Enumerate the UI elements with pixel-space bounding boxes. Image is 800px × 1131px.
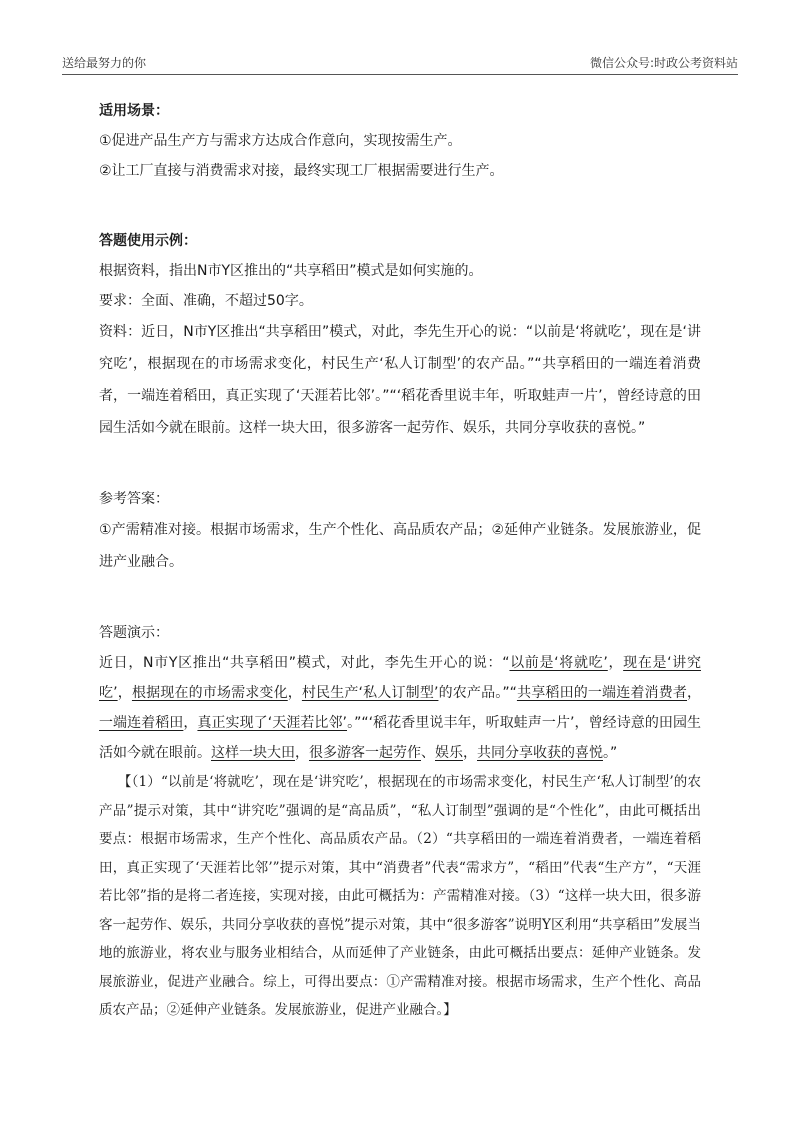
- demo-text-segment: ，: [117, 685, 132, 701]
- example-question: 根据资料，指出N市Y区推出的“共享稻田”模式是如何实施的。: [99, 263, 483, 279]
- demo-text-segment: 的农产品。”“: [438, 685, 517, 701]
- scene-item-2: ②让工厂直接与消费需求对接，最终实现工厂根据需要进行生产。: [99, 163, 504, 179]
- underlined-phrase: 以前是‘将就吃’: [509, 655, 608, 671]
- scene-heading: 适用场景：: [99, 103, 169, 119]
- document-body: [99, 96, 701, 1025]
- demo-text-segment: 、: [421, 745, 435, 761]
- demo-text-segment: ，: [183, 715, 198, 731]
- underlined-phrase: 共同分享收获的喜悦: [477, 745, 603, 761]
- scene-item-1: ①促进产品生产方与需求方达成合作意向，实现按需生产。: [99, 133, 462, 149]
- example-heading: 答题使用示例：: [99, 233, 197, 249]
- underlined-phrase: 现在是‘讲究吃’: [99, 655, 701, 701]
- example-requirement: 要求：全面、准确，不超过50字。: [99, 293, 313, 309]
- underlined-phrase: 娱乐: [435, 745, 463, 761]
- demo-text-segment: ，: [607, 655, 624, 671]
- demo-text-segment: 近日，N市Y区推出“共享稻田”模式，对此，李先生开心的说：“: [99, 655, 510, 671]
- demo-text-segment: ，: [287, 685, 302, 701]
- page-header: [62, 50, 738, 75]
- underlined-phrase: 村民生产‘私人订制型’: [301, 685, 439, 701]
- underlined-phrase: 根据现在的市场需求变化: [131, 685, 288, 701]
- underlined-phrase: 一端连着稻田: [99, 715, 184, 731]
- underlined-phrase: 真正实现了‘天涯若比邻’: [197, 715, 348, 731]
- underlined-phrase: 很多游客一起劳作: [309, 745, 421, 761]
- demo-heading: 答题演示：: [99, 625, 169, 641]
- demo-analysis: 【（1）“以前是‘将就吃’，现在是‘讲究吃’，根据现在的市场需求变化，村民生产‘私人订制型’的农产品”提示对策，其中“讲究吃”强调的是“高品质”，“私人订制型”强调的是“个性化”，由此可概括出要点：根据市场需求，生产个性化、高品质农产品。（2）“共享稻田的一端连着消费者，一端连着稻田，真正实现了‘天涯若比邻’”提示对策，其中“消费者”代表“需求方”，“稻田”代表“生产方”，“天涯若比邻”指的是将二者连接，实现对接，由此可概括为：产需精准对接。（3）“这样一块大田，很多游客一起劳作、娱乐，共同分享收获的喜悦”提示对策，其中“很多游客”说明Y区利用“共享稻田”发展当地的旅游业，将农业与服务业相结合，从而延伸了产业链条，由此可概括出要点：延伸产业链条。发展旅游业，促进产业融合。综上，可得出要点：①产需精准对接。根据市场需求，生产个性化、高品质农产品；②延伸产业链条。发展旅游业，促进产业融合。】: [99, 774, 701, 1018]
- demo-text-segment: ，: [295, 745, 309, 761]
- header-wechat-account: 微信公众号:时政公考资料站: [589, 56, 738, 70]
- demo-text-segment: ，: [687, 685, 702, 701]
- underlined-phrase: 共享稻田的一端连着消费者: [516, 685, 688, 701]
- demo-text-segment: ，: [463, 745, 477, 761]
- answer-heading: 参考答案：: [99, 491, 169, 507]
- example-material: 资料：近日，N市Y区推出“共享稻田”模式，对此，李先生开心的说：“以前是‘将就吃’，现在是‘讲究吃’，根据现在的市场需求变化，村民生产‘私人订制型’的农产品。”“共享稻田的一端连着消费者，一端连着稻田，真正实现了‘天涯若比邻’。”“‘稻花香里说丰年，听取蛙声一片’，曾经诗意的田园生活如今就在眼前。这样一块大田，很多游客一起劳作、娱乐，共同分享收获的喜悦。”: [99, 324, 701, 436]
- demo-text-segment: 。”: [603, 745, 618, 761]
- header-slogan: 送给最努力的你: [62, 56, 147, 70]
- underlined-phrase: 这样一块大田: [211, 745, 295, 761]
- demo-annotated-material: [99, 648, 701, 768]
- answer-text: ①产需精准对接。根据市场需求，生产个性化、高品质农产品；②延伸产业链条。发展旅游业，促进产业融合。: [99, 522, 701, 570]
- demo-text-segment: 。”“‘稻花香里说丰年，听取蛙声一片’，曾经诗意的田园生活如今就在眼前。: [99, 715, 702, 761]
